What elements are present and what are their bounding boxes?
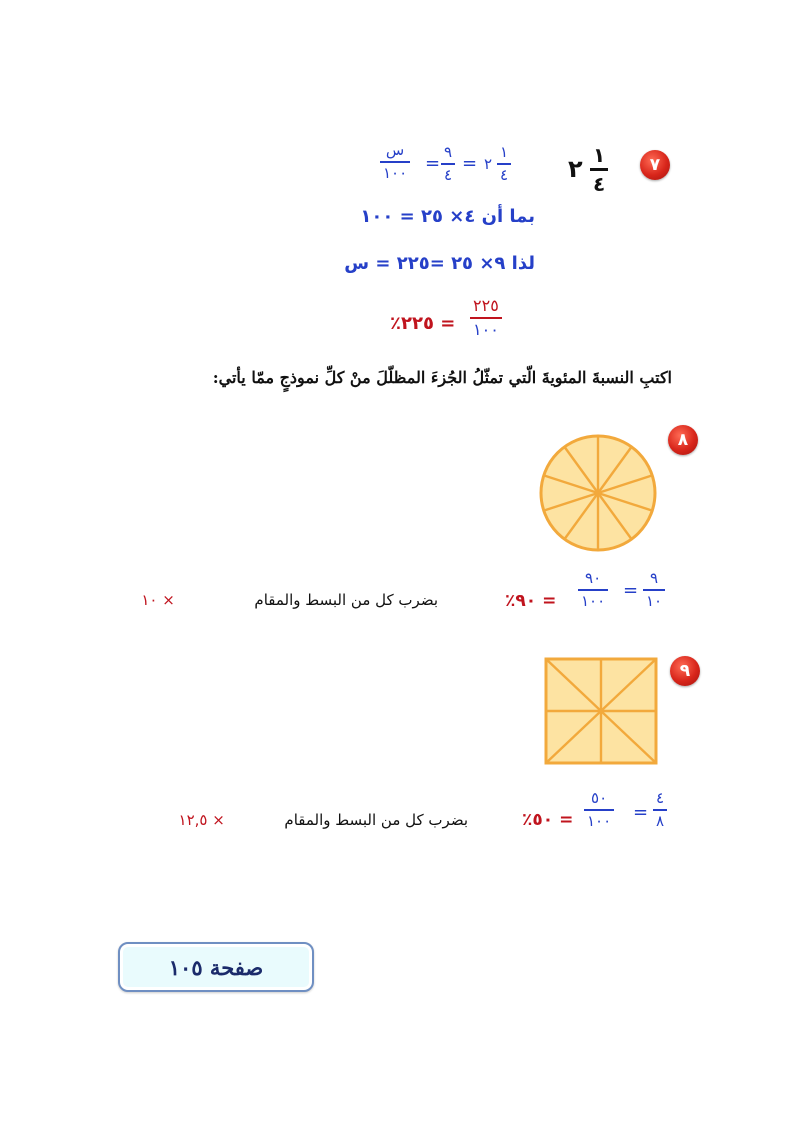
- p8-fraction-2: ٩٠ ١٠٠: [578, 571, 608, 609]
- problem-7-line-3: لذا ٩× ٢٥ =٢٢٥ = س: [344, 253, 535, 274]
- question-fraction: ١ ٤: [590, 145, 608, 194]
- shaded-square-model: [543, 656, 659, 766]
- p8-result: = ٩٠٪: [505, 591, 557, 611]
- eq-sign: =: [462, 153, 478, 174]
- instruction-text: اكتبِ النسبةَ المئويةَ الّتي تمثّلُ الجُزءَ المظلّلَ منْ كلِّ نموذجٍ ممّا يأتي:: [212, 368, 672, 387]
- question-whole: ٢: [568, 155, 583, 183]
- problem-9-note: [179, 811, 468, 829]
- page-number-label: صفحة ١٠٥: [168, 954, 264, 980]
- line-4-result: = ٢٢٥٪: [390, 313, 456, 334]
- p9-fraction-2: ٥٠ ١٠٠: [584, 791, 614, 829]
- eq-fraction-2: ٩ ٤: [441, 145, 455, 183]
- problem-8-note: [141, 591, 438, 609]
- eq-sign: =: [425, 153, 441, 174]
- p8-fraction-1: ٩ ١٠: [643, 571, 665, 609]
- badge-number: ٩: [679, 661, 691, 681]
- eq-sign: =: [633, 802, 649, 823]
- note-multiplier: × ١٢,٥: [178, 811, 225, 829]
- problem-8-badge: [668, 425, 698, 455]
- eq-sign: =: [623, 580, 639, 601]
- badge-number: ٨: [677, 430, 689, 450]
- problem-7-badge: [640, 150, 670, 180]
- shaded-circle-model: [538, 433, 658, 553]
- eq-fraction-3: س ١٠٠: [380, 143, 410, 181]
- page-number-box: [118, 942, 314, 992]
- problem-7-line-2: بما أن ٤× ٢٥ = ١٠٠: [360, 206, 535, 227]
- p9-result: = ٥٠٪: [522, 810, 574, 830]
- p9-fraction-1: ٤ ٨: [653, 791, 667, 829]
- note-text: بضرب كل من البسط والمقام: [284, 811, 468, 829]
- badge-number: ٧: [649, 155, 661, 175]
- note-multiplier: × ١٠: [141, 591, 175, 609]
- problem-9-badge: [670, 656, 700, 686]
- line-4-fraction: ٢٢٥ ١٠٠: [470, 298, 502, 338]
- eq-mixed-whole: ٢: [484, 155, 493, 173]
- note-text: بضرب كل من البسط والمقام: [254, 591, 438, 609]
- problem-7-question: [566, 143, 616, 196]
- eq-mixed-fraction: ١ ٤: [497, 145, 511, 183]
